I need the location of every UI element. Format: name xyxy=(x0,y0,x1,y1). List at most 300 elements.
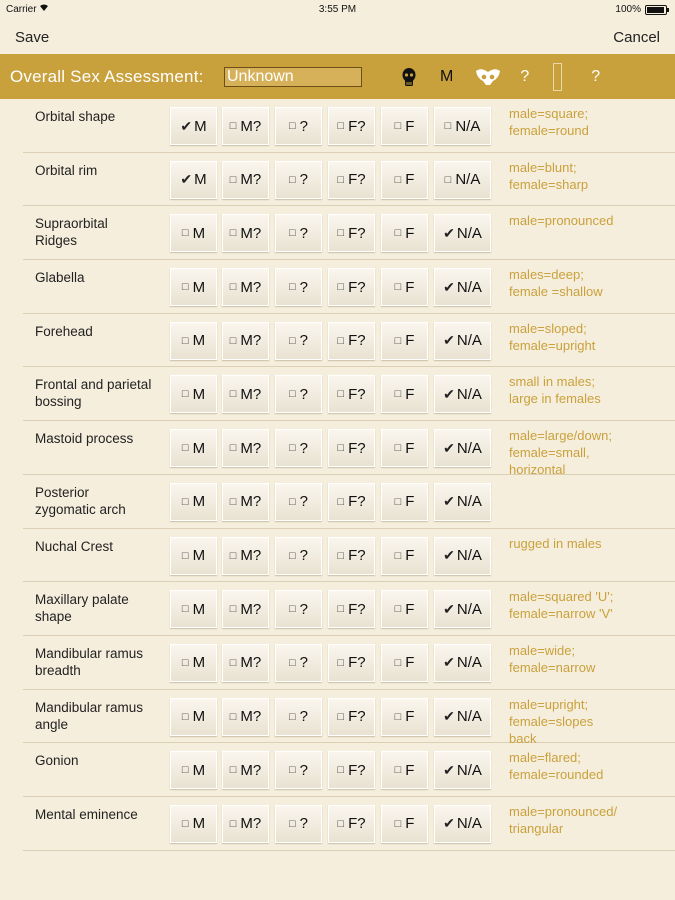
option-m-checkbox[interactable] xyxy=(170,590,217,628)
option-f-checkbox[interactable] xyxy=(381,537,428,575)
option-m-checkbox[interactable] xyxy=(170,805,217,843)
option-label: F xyxy=(405,171,415,189)
empty-box-icon: □ xyxy=(229,764,237,777)
option-na-checkbox[interactable] xyxy=(434,107,491,145)
trait-row xyxy=(23,690,675,744)
option-m-checkbox[interactable] xyxy=(170,644,217,682)
option-label: N/A xyxy=(456,493,482,511)
option-label: F xyxy=(405,278,415,296)
option-label: F? xyxy=(348,439,366,457)
trait-row xyxy=(23,475,675,529)
option-label: M xyxy=(192,547,206,564)
option-label: ? xyxy=(299,332,308,350)
battery-icon xyxy=(645,5,667,15)
option-m-maybe-checkbox[interactable] xyxy=(222,375,269,413)
option-f-checkbox[interactable] xyxy=(381,644,428,682)
empty-box-icon: □ xyxy=(181,603,189,616)
option-label: F? xyxy=(348,815,366,833)
empty-box-icon: □ xyxy=(181,495,189,508)
trait-row xyxy=(23,153,675,207)
option-unknown-checkbox[interactable] xyxy=(275,483,322,521)
option-label: M xyxy=(192,600,206,618)
empty-box-icon: □ xyxy=(181,817,189,830)
option-unknown-checkbox[interactable] xyxy=(275,644,322,682)
option-f-checkbox[interactable] xyxy=(381,375,428,413)
option-f-checkbox[interactable] xyxy=(381,161,428,199)
empty-box-icon: □ xyxy=(394,281,402,294)
empty-box-icon: □ xyxy=(337,549,345,562)
option-label: N/A xyxy=(455,171,481,189)
option-label: N/A xyxy=(456,224,482,242)
option-label: M? xyxy=(240,547,262,564)
empty-box-icon: □ xyxy=(289,764,296,777)
trait-row xyxy=(23,743,675,797)
save-button[interactable]: Save xyxy=(15,29,50,46)
option-label: M? xyxy=(240,439,262,457)
empty-box-icon: □ xyxy=(181,227,189,240)
option-m-checkbox[interactable] xyxy=(170,751,217,789)
option-na-checkbox[interactable] xyxy=(434,429,491,467)
option-label: M? xyxy=(240,600,262,618)
option-label: N/A xyxy=(456,547,482,564)
empty-box-icon: □ xyxy=(289,388,296,401)
bone-assessment-indicator: ? xyxy=(591,67,601,85)
option-label: M xyxy=(192,815,206,833)
option-na-checkbox[interactable] xyxy=(434,375,491,413)
empty-box-icon: □ xyxy=(229,603,237,616)
clock: 3:55 PM xyxy=(318,4,357,15)
trait-name: Mandibular ramus angle xyxy=(35,699,144,732)
trait-hint: male=squared 'U'; female=narrow 'V' xyxy=(509,589,614,622)
empty-box-icon: □ xyxy=(394,603,402,616)
empty-box-icon: □ xyxy=(289,173,296,186)
empty-box-icon: □ xyxy=(229,817,237,830)
option-label: F? xyxy=(348,761,366,779)
option-label: F? xyxy=(348,493,366,511)
option-label: M? xyxy=(240,761,262,779)
empty-box-icon: □ xyxy=(229,656,237,669)
option-na-checkbox[interactable] xyxy=(434,805,491,843)
empty-box-icon: □ xyxy=(181,281,189,294)
empty-box-icon: □ xyxy=(229,495,237,508)
empty-box-icon: □ xyxy=(394,495,402,508)
option-label: F? xyxy=(348,708,366,726)
trait-hint: small in males; large in females xyxy=(509,374,601,407)
trait-name: Orbital rim xyxy=(35,162,98,178)
option-label: M xyxy=(192,654,206,672)
empty-box-icon: □ xyxy=(394,173,402,186)
empty-box-icon: □ xyxy=(394,227,402,240)
option-label: M? xyxy=(240,224,262,242)
checkmark-icon: ✔ xyxy=(443,654,455,671)
trait-row xyxy=(23,99,675,153)
option-label: N/A xyxy=(456,439,482,457)
option-label: ? xyxy=(299,815,308,833)
option-m-checkbox[interactable] xyxy=(170,537,217,575)
option-label: N/A xyxy=(456,278,482,296)
option-label: F xyxy=(405,332,415,350)
empty-box-icon: □ xyxy=(337,495,345,508)
option-label: M? xyxy=(240,815,262,833)
option-label: M? xyxy=(240,708,262,726)
option-m-checkbox[interactable] xyxy=(170,161,217,199)
empty-box-icon: □ xyxy=(289,549,296,562)
checkmark-icon: ✔ xyxy=(443,815,455,832)
carrier-label: Carrier xyxy=(6,4,49,15)
trait-hint: males=deep; female =shallow xyxy=(509,267,603,300)
option-label: F? xyxy=(348,278,366,296)
option-m-checkbox[interactable] xyxy=(170,107,217,145)
empty-box-icon: □ xyxy=(229,173,237,186)
empty-box-icon: □ xyxy=(337,817,345,830)
option-f-checkbox[interactable] xyxy=(381,698,428,736)
empty-box-icon: □ xyxy=(289,120,296,132)
option-label: F? xyxy=(348,332,366,350)
empty-box-icon: □ xyxy=(394,764,402,777)
checkmark-icon: ✔ xyxy=(443,439,455,456)
option-m-maybe-checkbox[interactable] xyxy=(222,483,269,521)
option-m-maybe-checkbox[interactable] xyxy=(222,698,269,736)
trait-hint: male=pronounced/ triangular xyxy=(509,803,618,836)
option-m-checkbox[interactable] xyxy=(170,322,217,360)
option-na-checkbox[interactable] xyxy=(434,161,491,199)
empty-box-icon: □ xyxy=(181,549,189,562)
option-label: M? xyxy=(240,654,262,672)
option-f-checkbox[interactable] xyxy=(381,429,428,467)
option-m-maybe-checkbox[interactable] xyxy=(222,107,269,145)
option-m-maybe-checkbox[interactable] xyxy=(222,214,269,252)
trait-hint: male=wide; female=narrow xyxy=(509,642,596,675)
option-f-maybe-checkbox[interactable] xyxy=(328,214,375,252)
trait-row xyxy=(23,314,675,368)
empty-box-icon: □ xyxy=(289,495,296,508)
option-m-checkbox[interactable] xyxy=(170,375,217,413)
option-f-maybe-checkbox[interactable] xyxy=(328,322,375,360)
option-na-checkbox[interactable] xyxy=(434,483,491,521)
option-label: M? xyxy=(240,171,262,189)
option-label: M xyxy=(192,493,206,511)
checkmark-icon: ✔ xyxy=(443,708,455,725)
empty-box-icon: □ xyxy=(444,120,452,132)
option-unknown-checkbox[interactable] xyxy=(275,375,322,413)
trait-name: Nuchal Crest xyxy=(35,538,114,554)
checkmark-icon: ✔ xyxy=(443,385,455,402)
trait-hint: male=flared; female=rounded xyxy=(509,750,604,783)
empty-box-icon: □ xyxy=(337,656,345,669)
option-label: F xyxy=(405,493,415,511)
empty-box-icon: □ xyxy=(229,442,237,455)
option-m-checkbox[interactable] xyxy=(170,214,217,252)
option-label: N/A xyxy=(456,761,482,779)
checkmark-icon: ✔ xyxy=(443,547,455,563)
option-label: M xyxy=(192,439,206,457)
option-m-checkbox[interactable] xyxy=(170,698,217,736)
option-f-maybe-checkbox[interactable] xyxy=(328,161,375,199)
option-m-checkbox[interactable] xyxy=(170,483,217,521)
option-label: F? xyxy=(348,547,366,564)
option-unknown-checkbox[interactable] xyxy=(275,107,322,145)
empty-box-icon: □ xyxy=(394,549,402,562)
option-label: M xyxy=(192,224,206,242)
navigation-bar xyxy=(0,20,675,54)
empty-box-icon: □ xyxy=(229,120,237,132)
option-label: N/A xyxy=(456,332,482,350)
trait-name: Mandibular ramus breadth xyxy=(35,645,144,678)
trait-name: Glabella xyxy=(35,270,85,286)
empty-box-icon: □ xyxy=(289,603,296,616)
option-f-maybe-checkbox[interactable] xyxy=(328,375,375,413)
option-m-maybe-checkbox[interactable] xyxy=(222,429,269,467)
trait-row xyxy=(23,582,675,636)
option-f-maybe-checkbox[interactable] xyxy=(328,483,375,521)
trait-hint: male=square; female=round xyxy=(509,106,589,138)
option-label: M xyxy=(194,171,207,189)
overall-assessment-header xyxy=(0,54,675,99)
option-label: M? xyxy=(240,332,262,350)
trait-hint: male=large/down; female=small, horizontal xyxy=(509,428,612,478)
trait-row xyxy=(23,367,675,421)
empty-box-icon: □ xyxy=(229,281,237,294)
option-unknown-checkbox[interactable] xyxy=(275,698,322,736)
option-label: F? xyxy=(348,654,366,672)
option-na-checkbox[interactable] xyxy=(434,644,491,682)
trait-name: Frontal and parietal bossing xyxy=(35,377,152,410)
trait-list xyxy=(0,99,675,851)
option-label: ? xyxy=(299,278,308,296)
option-label: F xyxy=(405,708,415,726)
option-na-checkbox[interactable] xyxy=(434,537,491,575)
option-label: N/A xyxy=(456,815,482,833)
trait-row xyxy=(23,797,675,851)
option-unknown-checkbox[interactable] xyxy=(275,429,322,467)
option-label: F? xyxy=(348,224,366,242)
option-label: N/A xyxy=(455,117,481,135)
option-unknown-checkbox[interactable] xyxy=(275,268,322,306)
trait-name: Maxillary palate shape xyxy=(35,592,129,625)
empty-box-icon: □ xyxy=(289,710,296,723)
checkmark-icon: ✔ xyxy=(443,332,455,349)
option-f-checkbox[interactable] xyxy=(381,590,428,628)
option-label: N/A xyxy=(456,654,482,672)
empty-box-icon: □ xyxy=(444,173,452,186)
empty-box-icon: □ xyxy=(181,764,189,777)
option-f-maybe-checkbox[interactable] xyxy=(328,537,375,575)
option-label: N/A xyxy=(456,708,482,726)
option-label: F xyxy=(405,439,415,457)
option-f-maybe-checkbox[interactable] xyxy=(328,429,375,467)
option-label: N/A xyxy=(456,385,482,403)
empty-box-icon: □ xyxy=(337,227,345,240)
option-m-maybe-checkbox[interactable] xyxy=(222,590,269,628)
empty-box-icon: □ xyxy=(337,120,345,132)
trait-hint: male=sloped; female=upright xyxy=(509,320,596,353)
option-label: ? xyxy=(299,493,308,511)
empty-box-icon: □ xyxy=(394,334,402,347)
option-unknown-checkbox[interactable] xyxy=(275,751,322,789)
empty-box-icon: □ xyxy=(229,227,237,240)
trait-hint: rugged in males xyxy=(509,535,602,551)
option-f-maybe-checkbox[interactable] xyxy=(328,590,375,628)
empty-box-icon: □ xyxy=(289,227,296,240)
option-unknown-checkbox[interactable] xyxy=(275,805,322,843)
option-label: F xyxy=(405,815,415,833)
option-m-maybe-checkbox[interactable] xyxy=(222,161,269,199)
checkmark-icon: ✔ xyxy=(443,224,455,241)
trait-row xyxy=(23,636,675,690)
option-m-maybe-checkbox[interactable] xyxy=(222,537,269,575)
option-na-checkbox[interactable] xyxy=(434,268,491,306)
empty-box-icon: □ xyxy=(337,710,345,723)
option-m-maybe-checkbox[interactable] xyxy=(222,322,269,360)
option-label: N/A xyxy=(456,600,482,618)
skull-icon[interactable] xyxy=(402,68,416,86)
empty-box-icon: □ xyxy=(181,710,189,723)
empty-box-icon: □ xyxy=(229,549,237,562)
option-m-checkbox[interactable] xyxy=(170,429,217,467)
trait-row xyxy=(23,206,675,260)
empty-box-icon: □ xyxy=(394,120,402,132)
option-f-checkbox[interactable] xyxy=(381,107,428,145)
option-f-checkbox[interactable] xyxy=(381,214,428,252)
overall-assessment-label: Overall Sex Assessment: xyxy=(10,66,204,86)
option-m-maybe-checkbox[interactable] xyxy=(222,268,269,306)
cancel-button[interactable]: Cancel xyxy=(613,29,660,46)
checkmark-icon: ✔ xyxy=(180,171,193,188)
checkmark-icon: ✔ xyxy=(443,761,455,778)
option-label: ? xyxy=(299,385,308,403)
option-label: F xyxy=(405,654,415,672)
option-m-checkbox[interactable] xyxy=(170,268,217,306)
pelvis-icon[interactable] xyxy=(475,68,501,86)
option-label: M? xyxy=(240,117,262,135)
option-label: M xyxy=(192,708,206,726)
option-f-checkbox[interactable] xyxy=(381,751,428,789)
empty-box-icon: □ xyxy=(229,710,237,723)
option-label: F xyxy=(405,224,415,242)
option-label: ? xyxy=(299,117,308,135)
option-na-checkbox[interactable] xyxy=(434,214,491,252)
pelvis-assessment-indicator: ? xyxy=(520,67,530,85)
option-na-checkbox[interactable] xyxy=(434,590,491,628)
option-label: M xyxy=(194,117,207,135)
option-label: M? xyxy=(240,278,262,296)
option-label: F xyxy=(405,385,415,403)
empty-box-icon: □ xyxy=(337,334,345,347)
option-unknown-checkbox[interactable] xyxy=(275,537,322,575)
status-bar xyxy=(0,0,675,20)
checkmark-icon: ✔ xyxy=(443,278,455,295)
option-m-maybe-checkbox[interactable] xyxy=(222,751,269,789)
option-label: ? xyxy=(299,708,308,726)
option-unknown-checkbox[interactable] xyxy=(275,590,322,628)
option-f-maybe-checkbox[interactable] xyxy=(328,107,375,145)
option-f-maybe-checkbox[interactable] xyxy=(328,805,375,843)
trait-name: Posterior zygomatic arch xyxy=(35,484,126,517)
trait-row xyxy=(23,529,675,583)
option-f-maybe-checkbox[interactable] xyxy=(328,644,375,682)
option-f-maybe-checkbox[interactable] xyxy=(328,268,375,306)
checkmark-icon: ✔ xyxy=(443,600,455,617)
empty-box-icon: □ xyxy=(181,334,189,347)
option-label: F xyxy=(405,117,415,135)
empty-box-icon: □ xyxy=(181,656,189,669)
empty-box-icon: □ xyxy=(289,281,296,294)
option-label: ? xyxy=(299,654,308,672)
skull-male-indicator: M xyxy=(440,67,454,85)
trait-hint: male=upright; female=slopes back xyxy=(509,696,594,746)
empty-box-icon: □ xyxy=(181,388,189,401)
option-f-maybe-checkbox[interactable] xyxy=(328,698,375,736)
option-label: ? xyxy=(299,600,308,618)
option-label: ? xyxy=(299,547,308,564)
option-label: M xyxy=(192,761,206,779)
trait-name: Gonion xyxy=(35,753,79,769)
trait-name: Mental eminence xyxy=(35,806,138,822)
option-m-maybe-checkbox[interactable] xyxy=(222,644,269,682)
trait-name: Forehead xyxy=(35,323,93,339)
option-f-checkbox[interactable] xyxy=(381,322,428,360)
option-label: M? xyxy=(240,493,262,511)
empty-box-icon: □ xyxy=(394,817,402,830)
empty-box-icon: □ xyxy=(394,656,402,669)
option-label: F? xyxy=(348,385,366,403)
empty-box-icon: □ xyxy=(337,764,345,777)
trait-hint: male=pronounced xyxy=(509,213,614,229)
bone-icon[interactable] xyxy=(553,63,562,91)
empty-box-icon: □ xyxy=(181,442,189,455)
option-label: M xyxy=(192,332,206,350)
option-label: ? xyxy=(299,224,308,242)
option-label: M xyxy=(192,278,206,296)
option-f-maybe-checkbox[interactable] xyxy=(328,751,375,789)
empty-box-icon: □ xyxy=(289,817,296,830)
option-na-checkbox[interactable] xyxy=(434,751,491,789)
option-unknown-checkbox[interactable] xyxy=(275,322,322,360)
checkmark-icon: ✔ xyxy=(180,117,193,134)
option-label: ? xyxy=(299,171,308,189)
option-f-checkbox[interactable] xyxy=(381,268,428,306)
trait-hint: male=blunt; female=sharp xyxy=(509,159,589,192)
option-unknown-checkbox[interactable] xyxy=(275,214,322,252)
option-unknown-checkbox[interactable] xyxy=(275,161,322,199)
overall-assessment-field[interactable]: Unknown xyxy=(224,67,362,87)
option-f-checkbox[interactable] xyxy=(381,805,428,843)
option-m-maybe-checkbox[interactable] xyxy=(222,805,269,843)
option-label: M? xyxy=(240,385,262,403)
empty-box-icon: □ xyxy=(289,334,296,347)
empty-box-icon: □ xyxy=(337,442,345,455)
option-label: F xyxy=(405,761,415,779)
battery-status: 100% xyxy=(615,4,667,15)
option-label: F xyxy=(405,547,415,564)
checkmark-icon: ✔ xyxy=(443,493,455,510)
empty-box-icon: □ xyxy=(289,656,296,669)
option-label: M xyxy=(192,385,206,403)
option-label: F? xyxy=(348,600,366,618)
empty-box-icon: □ xyxy=(337,173,345,186)
empty-box-icon: □ xyxy=(394,388,402,401)
option-na-checkbox[interactable] xyxy=(434,322,491,360)
option-f-checkbox[interactable] xyxy=(381,483,428,521)
trait-name: Mastoid process xyxy=(35,431,134,447)
option-label: ? xyxy=(299,439,308,457)
option-label: F xyxy=(405,600,415,618)
option-label: F? xyxy=(348,117,366,135)
empty-box-icon: □ xyxy=(337,603,345,616)
trait-name: Orbital shape xyxy=(35,109,116,124)
option-label: ? xyxy=(299,761,308,779)
option-na-checkbox[interactable] xyxy=(434,698,491,736)
